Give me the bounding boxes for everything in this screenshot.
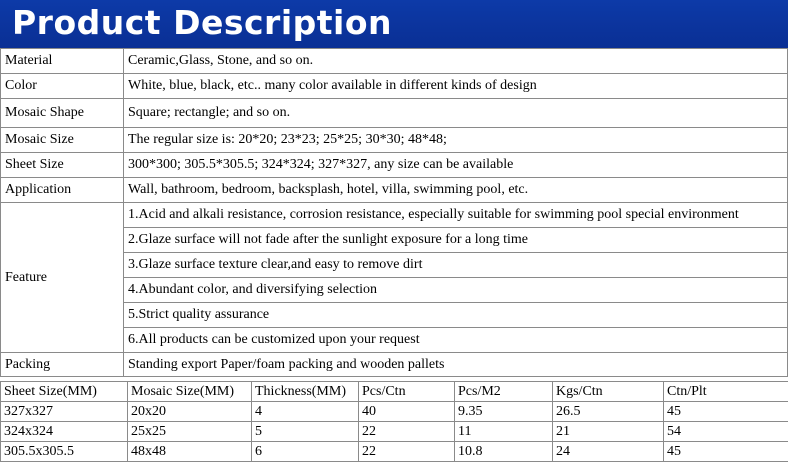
column-header: Pcs/M2 (455, 382, 553, 402)
table-cell: 327x327 (1, 402, 128, 422)
table-cell: 24 (553, 442, 664, 462)
row-value: Square; rectangle; and so on. (124, 99, 788, 128)
spec-row-mosaic-shape (1, 99, 788, 128)
feature-item: 3.Glaze surface texture clear,and easy to remove dirt (124, 253, 788, 278)
table-cell: 45 (664, 402, 788, 422)
row-value: Standing export Paper/foam packing and wooden pallets (124, 353, 788, 377)
row-label: Mosaic Size (1, 128, 124, 153)
table-cell: 10.8 (455, 442, 553, 462)
spec-table (0, 48, 788, 377)
row-label: Packing (1, 353, 124, 377)
row-value: Ceramic,Glass, Stone, and so on. (124, 49, 788, 74)
column-header: Sheet Size(MM) (1, 382, 128, 402)
table-cell: 54 (664, 422, 788, 442)
table-cell: 9.35 (455, 402, 553, 422)
feature-row (1, 203, 788, 228)
row-value: The regular size is: 20*20; 23*23; 25*25; 30*30; 48*48; (124, 128, 788, 153)
table-row (1, 442, 788, 462)
row-label: Application (1, 178, 124, 203)
spec-row-mosaic-size (1, 128, 788, 153)
row-label: Sheet Size (1, 153, 124, 178)
feature-label: Feature (1, 203, 124, 353)
table-cell: 22 (359, 422, 455, 442)
feature-item: 2.Glaze surface will not fade after the sunlight exposure for a long time (124, 228, 788, 253)
spec-row-application (1, 178, 788, 203)
feature-item: 1.Acid and alkali resistance, corrosion resistance, especially suitable for swimming pool special environment (124, 203, 788, 228)
table-cell: 48x48 (128, 442, 252, 462)
header-banner (0, 0, 788, 48)
spec-row-material (1, 49, 788, 74)
table-cell: 305.5x305.5 (1, 442, 128, 462)
table-cell: 6 (252, 442, 359, 462)
feature-item: 6.All products can be customized upon your request (124, 328, 788, 353)
table-cell: 5 (252, 422, 359, 442)
table-cell: 40 (359, 402, 455, 422)
table-cell: 4 (252, 402, 359, 422)
row-value: 300*300; 305.5*305.5; 324*324; 327*327, any size can be available (124, 153, 788, 178)
page-title: Product Description (12, 3, 393, 42)
feature-item: 4.Abundant color, and diversifying selection (124, 278, 788, 303)
spec-row-color (1, 74, 788, 99)
table-cell: 21 (553, 422, 664, 442)
table-cell: 45 (664, 442, 788, 462)
row-value: White, blue, black, etc.. many color available in different kinds of design (124, 74, 788, 99)
row-label: Color (1, 74, 124, 99)
table-cell: 25x25 (128, 422, 252, 442)
table-cell: 22 (359, 442, 455, 462)
row-label: Mosaic Shape (1, 99, 124, 128)
column-header: Thickness(MM) (252, 382, 359, 402)
column-header: Ctn/Plt (664, 382, 788, 402)
table-cell: 26.5 (553, 402, 664, 422)
spec-row-packing (1, 353, 788, 377)
table-row (1, 402, 788, 422)
table-cell: 20x20 (128, 402, 252, 422)
dimension-header-row (1, 382, 788, 402)
row-label: Material (1, 49, 124, 74)
column-header: Kgs/Ctn (553, 382, 664, 402)
table-cell: 324x324 (1, 422, 128, 442)
spec-row-sheet-size (1, 153, 788, 178)
table-row (1, 422, 788, 442)
feature-item: 5.Strict quality assurance (124, 303, 788, 328)
row-value: Wall, bathroom, bedroom, backsplash, hotel, villa, swimming pool, etc. (124, 178, 788, 203)
column-header: Mosaic Size(MM) (128, 382, 252, 402)
table-cell: 11 (455, 422, 553, 442)
column-header: Pcs/Ctn (359, 382, 455, 402)
dimension-table (0, 381, 788, 462)
